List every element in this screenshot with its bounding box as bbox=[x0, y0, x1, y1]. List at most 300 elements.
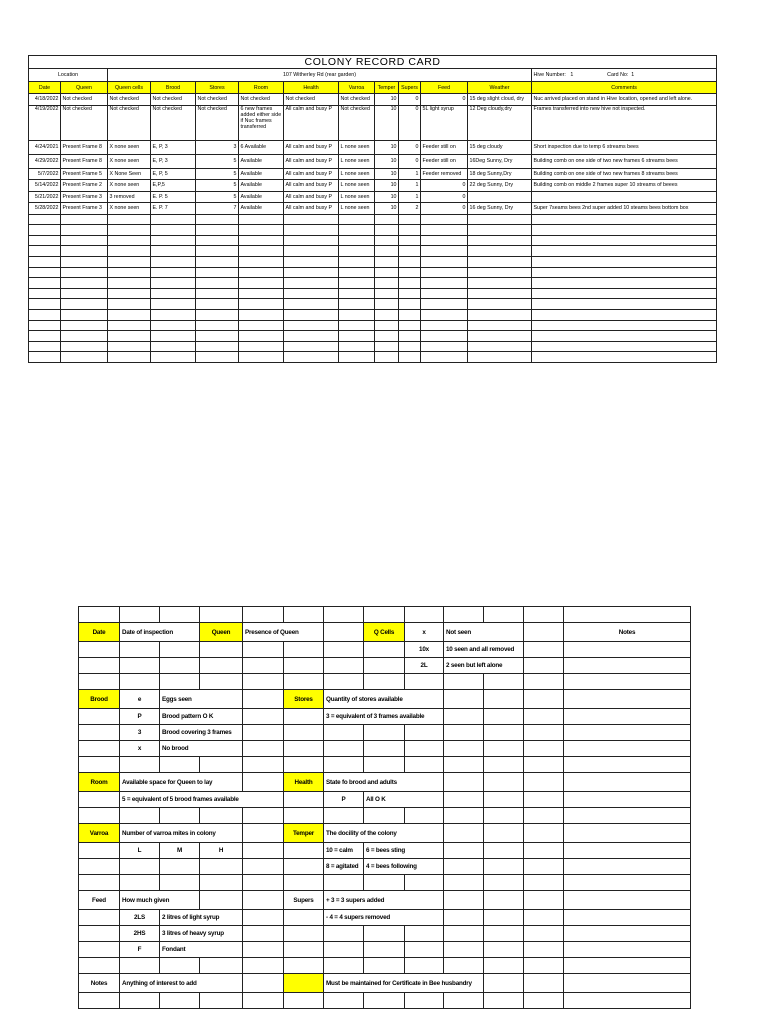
empty-row bbox=[29, 256, 717, 267]
empty-cell bbox=[421, 225, 468, 236]
legend-feed-f: F bbox=[120, 942, 160, 958]
cell-room: Not checked bbox=[239, 94, 284, 106]
cell-temper: 10 bbox=[375, 140, 399, 154]
empty-cell bbox=[468, 214, 532, 225]
legend-varroa-m: M bbox=[160, 843, 200, 859]
empty-cell bbox=[61, 225, 108, 236]
legend-qcells-x-desc: Not seen bbox=[444, 623, 524, 642]
cell-supers: 0 bbox=[399, 94, 421, 106]
cell-queen-cells: Not checked bbox=[108, 94, 151, 106]
empty-cell bbox=[399, 246, 421, 257]
legend-stores-example: 3 = equivalent of 3 frames available bbox=[324, 709, 444, 725]
cell-comments: Nuc arrived placed on stand in Hive location, opened and left alone. bbox=[532, 94, 717, 106]
cell-temper: 10 bbox=[375, 94, 399, 106]
empty-cell bbox=[468, 235, 532, 246]
record-row bbox=[29, 191, 717, 203]
empty-cell bbox=[108, 246, 151, 257]
empty-cell bbox=[375, 320, 399, 331]
empty-cell bbox=[29, 214, 61, 225]
legend-notes-desc: Anything of interest to add bbox=[120, 974, 243, 993]
legend-queen-desc: Presence of Queen bbox=[243, 623, 324, 642]
cell-brood: Not checked bbox=[151, 94, 196, 106]
empty-cell bbox=[421, 299, 468, 310]
legend-brood-3: 3 bbox=[120, 725, 160, 741]
empty-cell bbox=[339, 320, 375, 331]
empty-cell bbox=[375, 225, 399, 236]
empty-cell bbox=[151, 235, 196, 246]
empty-cell bbox=[284, 246, 339, 257]
cell-temper: 10 bbox=[375, 168, 399, 180]
empty-cell bbox=[29, 320, 61, 331]
legend-brood-e-desc: Eggs seen bbox=[160, 690, 243, 709]
empty-cell bbox=[61, 235, 108, 246]
legend-brood-3-desc: Brood covering 3 frames bbox=[160, 725, 243, 741]
empty-cell bbox=[468, 278, 532, 289]
empty-cell bbox=[532, 309, 717, 320]
legend-room-key: Room bbox=[79, 773, 120, 792]
empty-cell bbox=[399, 267, 421, 278]
cell-queen-cells: 3 removed bbox=[108, 191, 151, 203]
empty-cell bbox=[108, 235, 151, 246]
card-no-label: Card No: bbox=[607, 72, 629, 79]
empty-cell bbox=[29, 278, 61, 289]
cell-feed: Feeder still on bbox=[421, 140, 468, 154]
cell-supers: 1 bbox=[399, 191, 421, 203]
legend-feed-f-desc: Fondant bbox=[160, 942, 243, 958]
record-row bbox=[29, 154, 717, 168]
empty-cell bbox=[108, 256, 151, 267]
cell-comments: Super 7seams bees 2nd super added 10 steams bees bottom box bbox=[532, 203, 717, 215]
record-row bbox=[29, 140, 717, 154]
cell-stores: 5 bbox=[196, 191, 239, 203]
legend-health-key: Health bbox=[284, 773, 324, 792]
legend-temper-6: 6 = bees sting bbox=[364, 843, 444, 859]
empty-cell bbox=[239, 267, 284, 278]
empty-cell bbox=[375, 235, 399, 246]
empty-row bbox=[29, 288, 717, 299]
empty-cell bbox=[61, 256, 108, 267]
empty-cell bbox=[151, 288, 196, 299]
empty-cell bbox=[284, 235, 339, 246]
empty-cell bbox=[284, 225, 339, 236]
empty-cell bbox=[239, 225, 284, 236]
empty-cell bbox=[532, 341, 717, 352]
header-feed: Feed bbox=[421, 82, 468, 94]
empty-cell bbox=[61, 214, 108, 225]
empty-cell bbox=[29, 235, 61, 246]
legend-temper-desc: The docility of the colony bbox=[324, 824, 444, 843]
empty-cell bbox=[399, 214, 421, 225]
header-comments: Comments bbox=[532, 82, 717, 94]
legend-health-p-desc: All O K bbox=[364, 792, 444, 808]
cell-comments: Building comb on one side of two new frames 6 streams bees bbox=[532, 154, 717, 168]
empty-cell bbox=[151, 352, 196, 363]
legend-room-example: 5 = equivalent of 5 brood frames available bbox=[120, 792, 284, 808]
empty-cell bbox=[196, 278, 239, 289]
legend-certificate-note: Must be maintained for Certificate in Bee husbandry bbox=[324, 974, 484, 993]
header-room: Room bbox=[239, 82, 284, 94]
empty-cell bbox=[339, 299, 375, 310]
empty-cell bbox=[532, 267, 717, 278]
empty-cell bbox=[339, 278, 375, 289]
empty-cell bbox=[196, 235, 239, 246]
cell-feed: Feeder still on bbox=[421, 154, 468, 168]
empty-cell bbox=[108, 309, 151, 320]
empty-cell bbox=[239, 352, 284, 363]
cell-date: 5/7/2022 bbox=[29, 168, 61, 180]
empty-cell bbox=[239, 299, 284, 310]
cell-feed: 5L light syrup bbox=[421, 105, 468, 140]
empty-cell bbox=[421, 267, 468, 278]
cell-weather: 16Deg Sunny, Dry bbox=[468, 154, 532, 168]
cell-brood: Not checked bbox=[151, 105, 196, 140]
empty-cell bbox=[532, 299, 717, 310]
cell-varroa: L none seen bbox=[339, 180, 375, 192]
empty-cell bbox=[375, 299, 399, 310]
empty-cell bbox=[421, 331, 468, 342]
empty-cell bbox=[375, 214, 399, 225]
empty-cell bbox=[151, 214, 196, 225]
empty-cell bbox=[339, 341, 375, 352]
empty-cell bbox=[532, 225, 717, 236]
empty-row bbox=[29, 214, 717, 225]
empty-cell bbox=[339, 288, 375, 299]
location-label: Location bbox=[29, 69, 108, 82]
card-no-value: 1 bbox=[631, 72, 635, 79]
cell-room: Available bbox=[239, 180, 284, 192]
header-temper: Temper bbox=[375, 82, 399, 94]
empty-cell bbox=[239, 214, 284, 225]
empty-cell bbox=[151, 309, 196, 320]
empty-cell bbox=[532, 214, 717, 225]
cell-comments bbox=[532, 191, 717, 203]
empty-cell bbox=[375, 309, 399, 320]
colony-record-card bbox=[28, 55, 717, 363]
cell-feed: 0 bbox=[421, 94, 468, 106]
empty-cell bbox=[421, 278, 468, 289]
legend-room-desc: Available space for Queen to lay bbox=[120, 773, 243, 792]
cell-queen: Present Frame 5 bbox=[61, 168, 108, 180]
empty-row bbox=[29, 352, 717, 363]
empty-cell bbox=[61, 288, 108, 299]
empty-cell bbox=[339, 256, 375, 267]
empty-cell bbox=[468, 246, 532, 257]
location-value: 107 Witherley Rd (rear garden) bbox=[108, 69, 532, 82]
empty-cell bbox=[239, 278, 284, 289]
empty-cell bbox=[421, 256, 468, 267]
cell-brood: E, P, 3 bbox=[151, 140, 196, 154]
empty-cell bbox=[239, 331, 284, 342]
cell-date: 4/19/2022 bbox=[29, 105, 61, 140]
cell-varroa: L none seen bbox=[339, 140, 375, 154]
legend-qcells-10x: 10x bbox=[405, 642, 444, 658]
empty-cell bbox=[108, 352, 151, 363]
legend-brood-p-desc: Brood pattern O K bbox=[160, 709, 243, 725]
legend-notes-key: Notes bbox=[79, 974, 120, 993]
empty-cell bbox=[339, 267, 375, 278]
empty-cell bbox=[399, 256, 421, 267]
cell-supers: 1 bbox=[399, 180, 421, 192]
header-varroa: Varroa bbox=[339, 82, 375, 94]
hive-number-value: 1 bbox=[570, 72, 574, 79]
cell-feed: 0 bbox=[421, 191, 468, 203]
cell-stores: 5 bbox=[196, 168, 239, 180]
cell-varroa: L none seen bbox=[339, 154, 375, 168]
empty-cell bbox=[151, 225, 196, 236]
empty-cell bbox=[399, 341, 421, 352]
empty-cell bbox=[399, 225, 421, 236]
cell-temper: 10 bbox=[375, 180, 399, 192]
empty-cell bbox=[532, 320, 717, 331]
cell-queen: Not checked bbox=[61, 94, 108, 106]
empty-cell bbox=[196, 352, 239, 363]
cell-health: All calm and busy P bbox=[284, 105, 339, 140]
empty-cell bbox=[239, 309, 284, 320]
cell-room: Available bbox=[239, 168, 284, 180]
cell-queen-cells: X none seen bbox=[108, 154, 151, 168]
empty-cell bbox=[196, 214, 239, 225]
empty-cell bbox=[399, 331, 421, 342]
empty-cell bbox=[375, 341, 399, 352]
empty-cell bbox=[468, 331, 532, 342]
card-header-row bbox=[29, 82, 717, 94]
empty-cell bbox=[421, 352, 468, 363]
empty-cell bbox=[339, 331, 375, 342]
empty-cell bbox=[284, 352, 339, 363]
empty-row bbox=[29, 278, 717, 289]
cell-brood: E. P. 7 bbox=[151, 203, 196, 215]
empty-cell bbox=[284, 341, 339, 352]
empty-cell bbox=[421, 320, 468, 331]
empty-cell bbox=[239, 320, 284, 331]
empty-cell bbox=[196, 331, 239, 342]
legend-date-key: Date bbox=[79, 623, 120, 642]
empty-cell bbox=[421, 235, 468, 246]
empty-cell bbox=[468, 299, 532, 310]
cell-health: All calm and busy P bbox=[284, 168, 339, 180]
legend-feed-desc: How much given bbox=[120, 891, 200, 910]
record-row bbox=[29, 94, 717, 106]
empty-row bbox=[29, 267, 717, 278]
empty-row bbox=[29, 235, 717, 246]
empty-cell bbox=[421, 246, 468, 257]
empty-cell bbox=[29, 246, 61, 257]
cell-weather: 15 deg slight cloud, dry bbox=[468, 94, 532, 106]
empty-cell bbox=[151, 246, 196, 257]
cell-date: 5/14/2022 bbox=[29, 180, 61, 192]
empty-cell bbox=[532, 288, 717, 299]
empty-cell bbox=[61, 341, 108, 352]
empty-cell bbox=[532, 246, 717, 257]
empty-cell bbox=[196, 267, 239, 278]
legend-qcells-key: Q Cells bbox=[364, 623, 405, 642]
record-row bbox=[29, 168, 717, 180]
cell-weather: 22 deg Sunny, Dry bbox=[468, 180, 532, 192]
empty-cell bbox=[151, 278, 196, 289]
card-title: COLONY RECORD CARD bbox=[29, 56, 717, 69]
empty-cell bbox=[399, 320, 421, 331]
cell-queen-cells: X none seen bbox=[108, 203, 151, 215]
cell-brood: E. P. 5 bbox=[151, 191, 196, 203]
cell-supers: 0 bbox=[399, 154, 421, 168]
empty-cell bbox=[284, 267, 339, 278]
legend-feed-key: Feed bbox=[79, 891, 120, 910]
empty-row bbox=[29, 320, 717, 331]
empty-cell bbox=[108, 299, 151, 310]
empty-cell bbox=[196, 341, 239, 352]
legend-stores-key: Stores bbox=[284, 690, 324, 709]
header-queen-cells: Queen cells bbox=[108, 82, 151, 94]
legend-date-desc: Date of inspection bbox=[120, 623, 200, 642]
empty-cell bbox=[468, 225, 532, 236]
header-weather: Weather bbox=[468, 82, 532, 94]
empty-cell bbox=[196, 246, 239, 257]
empty-cell bbox=[284, 214, 339, 225]
empty-cell bbox=[421, 341, 468, 352]
cell-supers: 1 bbox=[399, 168, 421, 180]
cell-weather: 16 deg Sunny, Dry bbox=[468, 203, 532, 215]
cell-queen-cells: X none seen bbox=[108, 140, 151, 154]
cell-queen: Present Frame 8 bbox=[61, 154, 108, 168]
empty-cell bbox=[399, 352, 421, 363]
cell-comments: Frames transferred into new hive not inspected. bbox=[532, 105, 717, 140]
cell-comments: Building comb on one side of two new frames 8 streams bees bbox=[532, 168, 717, 180]
cell-queen-cells: X None Seen bbox=[108, 168, 151, 180]
cell-room: 6 new frames added either side if Nuc frames transferred bbox=[239, 105, 284, 140]
cell-temper: 10 bbox=[375, 203, 399, 215]
empty-cell bbox=[29, 309, 61, 320]
cell-stores: 5 bbox=[196, 180, 239, 192]
header-brood: Brood bbox=[151, 82, 196, 94]
cell-feed: Feeder removed bbox=[421, 168, 468, 180]
empty-cell bbox=[196, 299, 239, 310]
empty-cell bbox=[61, 331, 108, 342]
empty-cell bbox=[468, 352, 532, 363]
empty-cell bbox=[468, 320, 532, 331]
cell-queen: Not checked bbox=[61, 105, 108, 140]
cell-queen-cells: X none seen bbox=[108, 180, 151, 192]
empty-cell bbox=[61, 267, 108, 278]
cell-health: All calm and busy P bbox=[284, 203, 339, 215]
legend-supers-add: + 3 = 3 supers added bbox=[324, 891, 444, 910]
cell-stores: 3 bbox=[196, 140, 239, 154]
empty-cell bbox=[284, 256, 339, 267]
cell-varroa: L none seen bbox=[339, 191, 375, 203]
legend-qcells-2l-desc: 2 seen but left alone bbox=[444, 658, 524, 674]
empty-cell bbox=[532, 352, 717, 363]
empty-cell bbox=[339, 309, 375, 320]
hive-number-label: Hive Number: bbox=[533, 72, 566, 79]
empty-row bbox=[29, 341, 717, 352]
hive-card-info bbox=[532, 69, 717, 82]
empty-row bbox=[29, 331, 717, 342]
empty-cell bbox=[61, 352, 108, 363]
legend-temper-key: Temper bbox=[284, 824, 324, 843]
cell-supers: 2 bbox=[399, 203, 421, 215]
legend-qcells-2l: 2L bbox=[405, 658, 444, 674]
cell-varroa: Not checked bbox=[339, 94, 375, 106]
cell-brood: E, P, 5 bbox=[151, 168, 196, 180]
empty-cell bbox=[375, 352, 399, 363]
cell-queen: Present Frame 2 bbox=[61, 180, 108, 192]
cell-health: All calm and busy P bbox=[284, 191, 339, 203]
empty-cell bbox=[284, 299, 339, 310]
empty-cell bbox=[29, 267, 61, 278]
empty-cell bbox=[196, 309, 239, 320]
legend-brood-p: P bbox=[120, 709, 160, 725]
record-row bbox=[29, 203, 717, 215]
empty-cell bbox=[399, 299, 421, 310]
legend-varroa-l: L bbox=[120, 843, 160, 859]
legend-brood-x-desc: No brood bbox=[160, 741, 243, 757]
legend-temper-8: 8 = agitated bbox=[324, 859, 364, 875]
cell-queen-cells: Not checked bbox=[108, 105, 151, 140]
legend-queen-key: Queen bbox=[200, 623, 243, 642]
empty-cell bbox=[284, 278, 339, 289]
header-stores: Stores bbox=[196, 82, 239, 94]
cell-stores: 7 bbox=[196, 203, 239, 215]
empty-cell bbox=[61, 309, 108, 320]
empty-cell bbox=[339, 235, 375, 246]
empty-cell bbox=[61, 246, 108, 257]
empty-cell bbox=[108, 267, 151, 278]
cell-health: All calm and busy P bbox=[284, 180, 339, 192]
empty-cell bbox=[151, 320, 196, 331]
empty-cell bbox=[29, 225, 61, 236]
cell-temper: 10 bbox=[375, 191, 399, 203]
empty-cell bbox=[399, 288, 421, 299]
empty-cell bbox=[108, 278, 151, 289]
legend-supers-key: Supers bbox=[284, 891, 324, 910]
legend-feed-2hs-desc: 3 litres of heavy syrup bbox=[160, 926, 243, 942]
cell-date: 4/29/2022 bbox=[29, 154, 61, 168]
empty-row bbox=[29, 225, 717, 236]
empty-row bbox=[29, 309, 717, 320]
empty-cell bbox=[421, 214, 468, 225]
empty-cell bbox=[399, 235, 421, 246]
legend-feed-2ls-desc: 2 litres of light syrup bbox=[160, 910, 243, 926]
empty-cell bbox=[196, 256, 239, 267]
legend-table bbox=[78, 606, 691, 1009]
cell-room: Available bbox=[239, 203, 284, 215]
empty-cell bbox=[375, 331, 399, 342]
legend-qcells-10x-desc: 10 seen and all removed bbox=[444, 642, 524, 658]
cell-weather bbox=[468, 191, 532, 203]
empty-cell bbox=[151, 331, 196, 342]
empty-cell bbox=[375, 246, 399, 257]
empty-cell bbox=[375, 288, 399, 299]
cell-feed: 0 bbox=[421, 203, 468, 215]
legend-highlight-swatch bbox=[284, 974, 324, 993]
legend-qcells-x: x bbox=[405, 623, 444, 642]
cell-feed: 0 bbox=[421, 180, 468, 192]
empty-cell bbox=[239, 246, 284, 257]
header-queen: Queen bbox=[61, 82, 108, 94]
record-row bbox=[29, 180, 717, 192]
empty-cell bbox=[375, 256, 399, 267]
empty-cell bbox=[421, 309, 468, 320]
empty-cell bbox=[108, 341, 151, 352]
empty-cell bbox=[196, 288, 239, 299]
empty-cell bbox=[239, 341, 284, 352]
empty-cell bbox=[196, 225, 239, 236]
cell-queen: Present Frame 8 bbox=[61, 140, 108, 154]
empty-cell bbox=[284, 288, 339, 299]
empty-cell bbox=[151, 267, 196, 278]
empty-cell bbox=[239, 235, 284, 246]
cell-queen: Present Frame 3 bbox=[61, 191, 108, 203]
legend-feed-2hs: 2HS bbox=[120, 926, 160, 942]
